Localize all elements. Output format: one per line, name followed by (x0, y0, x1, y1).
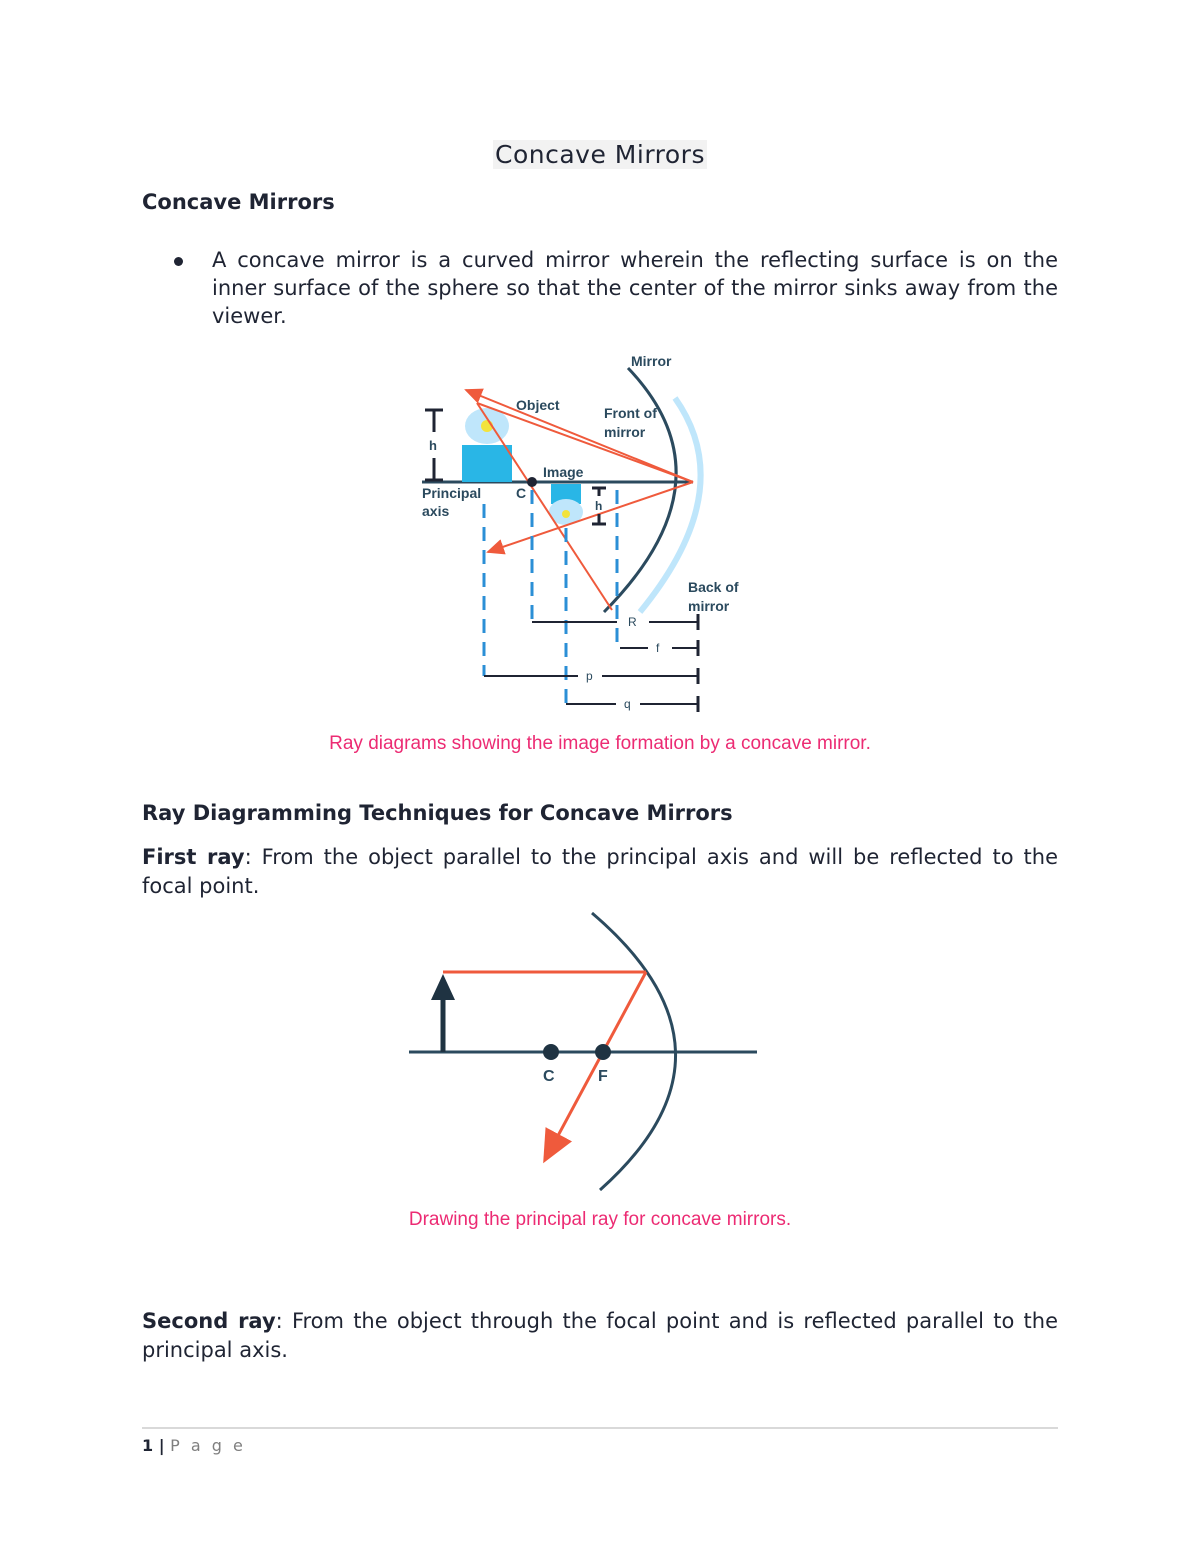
ray-diagram-figure (410, 345, 770, 715)
bullet-item (142, 246, 1058, 330)
label-mirror: Mirror (631, 353, 672, 369)
ray-4 (477, 403, 612, 610)
label-r: R (628, 615, 637, 629)
label-image: Image (543, 464, 584, 480)
center-point-2 (543, 1044, 559, 1060)
first-ray-paragraph (142, 843, 1058, 901)
label-c: C (516, 485, 527, 501)
focal-point-2 (595, 1044, 611, 1060)
center-point (527, 477, 537, 487)
page-footer (142, 1436, 246, 1455)
footer-divider (142, 1427, 1058, 1429)
label-h-image: h (595, 499, 603, 513)
section-heading-concave: Concave Mirrors (142, 190, 335, 214)
label-front-2: mirror (604, 424, 646, 440)
figure2-caption: Drawing the principal ray for concave mirrors. (408, 1209, 792, 1230)
second-ray-text: : From the object through the focal point and is reflected parallel to the principal axis. (142, 1309, 1058, 1362)
label-f2: F (598, 1068, 608, 1085)
section-heading-techniques: Ray Diagramming Techniques for Concave Mirrors (142, 801, 733, 825)
object-base (462, 445, 512, 482)
first-ray-label: First ray (142, 845, 245, 869)
label-back-1: Back of (688, 579, 739, 595)
label-principal: Principal (422, 485, 482, 501)
page-separator: | (153, 1436, 171, 1455)
label-f: f (656, 641, 660, 655)
figure1-caption: Ray diagrams showing the image formation by a concave mirror. (329, 733, 871, 754)
first-ray-text: : From the object parallel to the principal axis and will be reflected to the focal point. (142, 845, 1059, 898)
principal-ray-figure (405, 905, 765, 1200)
second-ray-label: Second ray (142, 1309, 276, 1333)
label-front-1: Front of (604, 405, 657, 421)
label-c2: C (543, 1068, 555, 1085)
bullet-dot-icon (174, 257, 183, 266)
label-object: Object (516, 397, 560, 413)
page-number: 1 (142, 1436, 154, 1455)
label-p: p (586, 669, 593, 683)
label-q: q (624, 697, 631, 711)
label-back-2: mirror (688, 598, 730, 614)
bullet-text: A concave mirror is a curved mirror wherein the reflecting surface is on the inner surface of the sphere so that the center of the mirror sinks away from the viewer. (212, 248, 1058, 328)
page-label: P a g e (170, 1436, 246, 1455)
document-title: Concave Mirrors (495, 140, 705, 169)
second-ray-paragraph (142, 1307, 1058, 1365)
object-arrow-head (431, 974, 455, 1000)
reflected-ray (546, 972, 646, 1158)
label-axis: axis (422, 503, 450, 519)
label-h-object: h (429, 438, 437, 453)
image-bulb-center (562, 510, 570, 518)
